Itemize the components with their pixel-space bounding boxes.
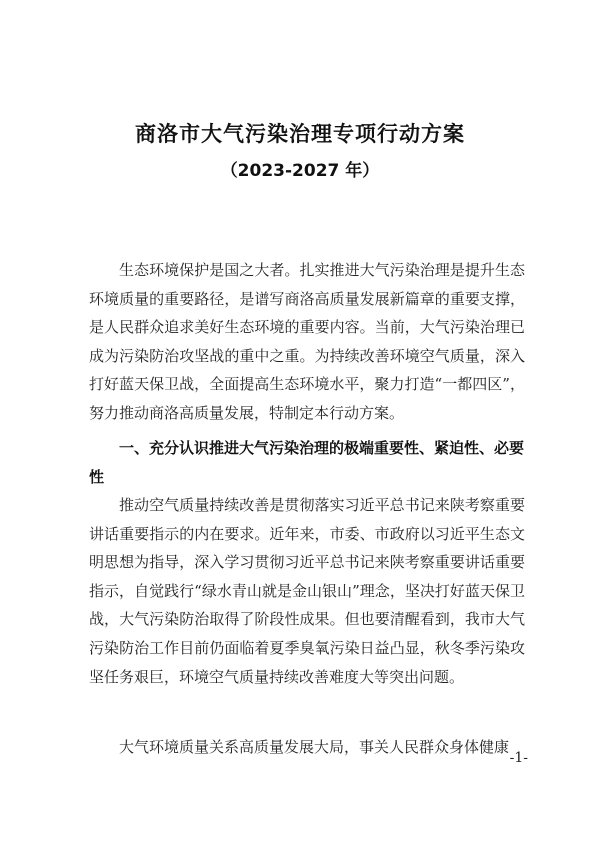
paragraph-intro: 生态环境保护是国之大者。扎实推进大气污染治理是提升生态环境质量的重要路径，是谱写商洛高质量发展新篇章的重要支撑，是人民群众追求美好生态环境的重要内容。当前，大气污染治理已成为污染防治攻坚战的重中之重。为持续改善环境空气质量，深入打好蓝天保卫战，全面提高生态环境水平，聚力打造“一都四区”，努力推动商洛高质量发展，特制定本行动方案。 xyxy=(89,261,525,422)
paragraph-section-1-continued: 大气环境质量关系高质量发展大局，事关人民群众身体健康 xyxy=(119,738,510,756)
page-number: -1- xyxy=(509,750,528,766)
section-heading: 一、充分认识推进大气污染治理的极端重要性、紧迫性、必要性 xyxy=(89,439,525,486)
paragraph-section-1: 推动空气质量持续改善是贯彻落实习近平总书记来陕考察重要讲话重要指示的内在要求。近年来，市委、市政府以习近平生态文明思想为指导，深入学习贯彻习近平总书记来陕考察重要讲话重要指示，自觉践行“绿水青山就是金山银山”理念，坚决打好蓝天保卫战，大气污染防治取得了阶段性成果。但也要清醒看到，我市大气污染防治工作目前仍面临着夏季臭氧污染日益凸显，秋冬季污染攻坚任务艰巨，环境空气质量持续改善难度大等突出问题。 xyxy=(89,496,525,686)
document-subtitle: （2023-2027 年） xyxy=(220,161,380,181)
document-title: 商洛市大气污染治理专项行动方案 xyxy=(135,122,465,146)
